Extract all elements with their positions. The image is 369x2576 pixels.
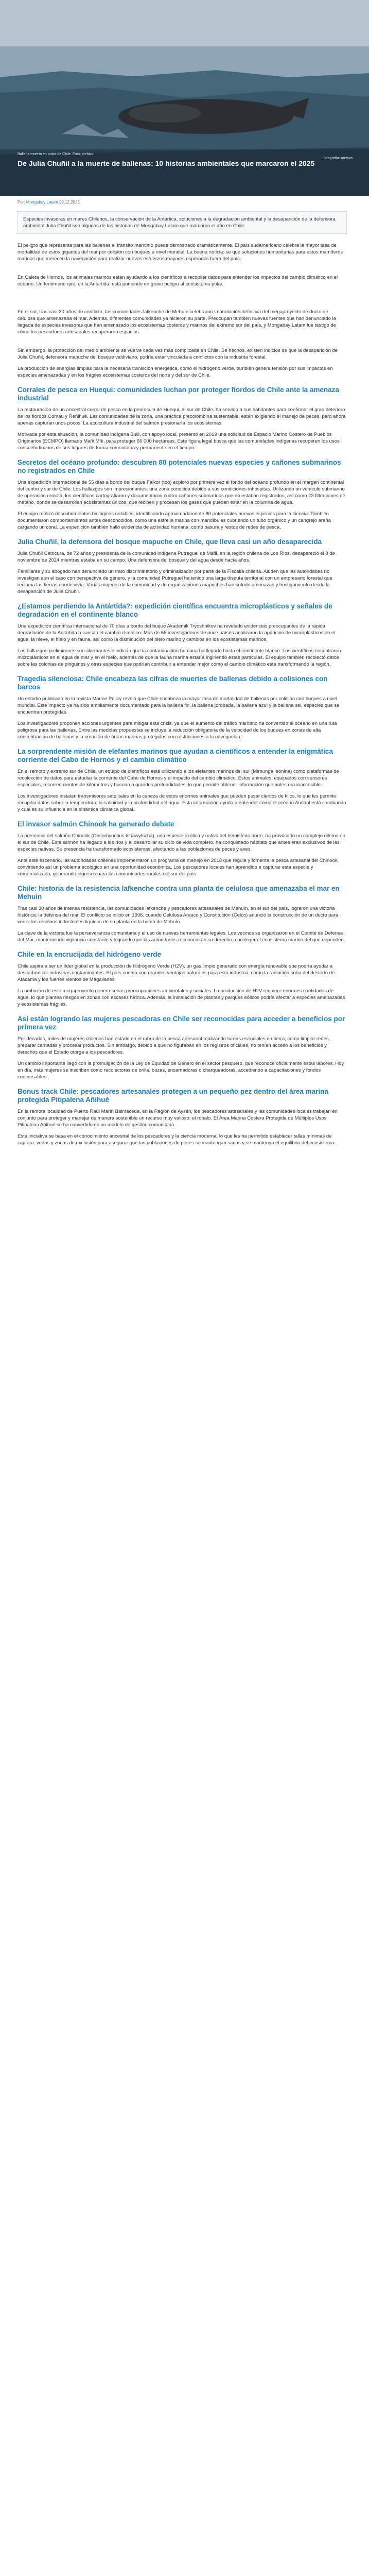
- hero-photo-credit: Fotografía: archivo: [322, 157, 353, 160]
- paragraph: Por décadas, miles de mujeres chilenas han estado en el rubro de la pesca artesanal realizando tareas esenciales en tierra, como limpiar redes, preparar carnadas y procesar productos. Sin embargo, debido a que no figuraban en los registros oficiales, no tenían acceso a los beneficios y derechos que el Estado otorga a los pescadores.: [17, 1036, 330, 1055]
- paragraph: Los investigadores proponen acciones urgentes para mitigar esta crisis, ya que el aumento del tráfico marítimo ha convertido al océano en una ruta peligrosa para las ballenas. Entre las medidas propuestas se incluye la reducción obligatoria de la velocidad de los buques en zonas de alta concentración de ballenas y la creación de áreas marinas protegidas con restricciones a la navegación.: [17, 721, 337, 740]
- section-antarctica: [17, 602, 347, 668]
- paragraph: Julia Chuñil Catricura, de 72 años y presidenta de la comunidad indígena Putreguel de Máfil, en la región chilena de Los Ríos, desapareció el 8 de noviembre de 2024 mientras estaba en su campo. Una defensora del bosque y del agua desde hacía años.: [17, 551, 335, 563]
- section-green-hydrogen: [17, 951, 347, 1008]
- author-prefix: Por:: [17, 200, 25, 205]
- section-women-fishers: [17, 1015, 347, 1080]
- article-title: De Julia Chuñil a la muerte de ballenas: 10 historias ambientales que marcaron el 2025: [17, 159, 315, 167]
- section-mehuin: [17, 885, 347, 943]
- paragraph: En la remota localidad de Puerto Raúl Marín Balmaceda, en la Región de Aysén, los pescadores artesanales y las comunidades locales trabajan en conjunto para proteger y manejar de manera sostenible un recurso muy valioso: el róbalo. El Área Marina Costera Protegida de Múltiples Usos Pitipalena Añihué se ha convertido en un modelo de gestión comunitaria.: [17, 1109, 338, 1128]
- section-heading[interactable]: ¿Estamos perdiendo la Antártida?: expedición científica encuentra microplásticos y señales de degradación en el continente blanco: [17, 602, 332, 618]
- paragraph: El peligro que representa para las ballenas el tránsito marítimo puede demostrado dramáticamente. El país sudamericano celebra la mayor tasa de mortalidad de estos gigantes del mar por colisión con buques a nivel mundial. La buena noticia: se que soluciones humanitarias para estos mamíferos marinos que merecen la navegación para realizar nuevos esfuerzos mayores esperados fuera del país.: [17, 243, 343, 262]
- section-huequi: [17, 386, 347, 451]
- paragraph: Los investigadores instalan transmisores satelitales en la cabeza de estos enormes animales que pueden pesar cientos de kilos, lo que les permite recopilar datos sobre la temperatura, la salinidad y la profundidad del agua. Esta información ayuda a entender cómo el océano Austral está cambiando y cuál es su influencia en la dinámica climática global.: [17, 793, 346, 812]
- hero-photo-caption: Ballena muerta en costa de Chile. Foto: archivo: [17, 152, 94, 156]
- paragraph: La clave de la victoria fue la perseverancia comunitaria y el uso de nuevas herramientas legales. Los vecinos se organizaron en el Comité de Defensa del Mar, manteniendo vigilancia constante y logrando que las autoridades reconocieran su derecho a proteger el ecosistema marino del que dependen.: [17, 930, 345, 943]
- paragraph: Sin embargo, la protección del medio ambiente se vuelve cada vez más complicada en Chile. Se hechos, existen indicios de que la desaparición de Julia Chuñil, defensora mapuche del bosque valdiviano, podría estar vinculada a conflictos con la industria forestal.: [17, 348, 338, 360]
- paragraph: Una expedición científica internacional de 70 días a bordo del buque Akademik Tryoshnikov ha revelado evidencias preocupantes de la rápida degradación de la Antártida a causa del cambio climático. Más de 55 investigadores de once países analizaron la aparición de microplásticos en el agua, la nieve, el hielo y en fauna, así como la disminución del hielo marino y cambios en los ecosistemas marinos.: [17, 623, 336, 642]
- section-bonus-track: [17, 1088, 347, 1146]
- paragraph: La restauración de un ancestral corral de pesca en la península de Huequi, al sur de Chile, ha servido a sus habitantes para confirmar el gran deterioro de los fiordos Comau y Reñihué. Las comunidades de la zona, una práctica precolombina sustentable, están exigiendo el manejo de peces, pero ahora apenas capturan unos pocos. La acuicultura industrial del salmón presionaría los ecosistemas.: [17, 407, 346, 426]
- section-intro: [17, 242, 347, 379]
- section-heading[interactable]: Tragedia silenciosa: Chile encabeza las cifras de muertes de ballenas debido a colisiones con barcos: [17, 675, 328, 691]
- paragraph: La presencia del salmón Chinook (Oncorhynchus tshawytscha), una especie exótica y nativa del hemisferio norte, ha provocado un complejo dilema en el sur de Chile. Este salmón ha llegado a los ríos y al desarrollar su ciclo de vida completo, ha conquistado hábitats que antes eran exclusivos de las especies nativas. Su presencia ha transformado ecosistemas, afectando a las poblaciones de peces y aves.: [17, 833, 345, 852]
- paragraph: Tras casi 30 años de intensa resistencia, las comunidades lafkenche y pescadores artesanales de Mehuín, en el sur del país, lograron una victoria histórica: la defensa del mar. El conflicto se inició en 1996, cuando Celulosa Arauco y Constitución (Celco) anunció la construcción de un ducto para verter los residuos industriales líquidos de su planta en la bahía de Mehuín.: [17, 906, 339, 925]
- paragraph: Una expedición internacional de 55 días a bordo del buque Falkor (too) exploró por primera vez el fondo del océano profundo en el margen continental del centro y sur de Chile. Los hallazgos son impresionantes: una zona conocida debido a sus condiciones inhóspitas. Utilizando un vehículo submarino de operación remota, los científicos cartografiaron y documentaron cuatro cañones submarinos que no estaban registrados, así como 23 filtraciones de metano, donde se desarrollan ecosistemas únicos, que reciben y procesan los gases que pueden estar en la columna de agua.: [17, 480, 345, 505]
- paragraph: El equipo realizó descubrimientos biológicos notables, identificando aproximadamente 80 potenciales nuevas especies para la ciencia. También documentaron comportamientos antes desconocidos, como una estrella marina con mandíbulas cubriendo un tubo orgánico y un cangrejo araña cargando un coral. La expedición también halló evidencia de actividad humana, como basura y restos de redes de pesca.: [17, 511, 331, 530]
- section-whale-collisions: [17, 675, 347, 740]
- paragraph: Los hallazgos preliminares son alarmantes e indican que la contaminación humana ha llegado hasta el continente blanco. Los científicos encontraron microplásticos en el agua de mar y en el hielo, además de que la fauna marina estaría ingiriendo estas partículas. El equipo también recolectó datos sobre las colonias de pingüinos y otras especies que podrían contribuir a entender mejor cómo el cambio climático está transformando la región.: [17, 648, 341, 667]
- paragraph: Un cambio importante llegó con la promulgación de la Ley de Equidad de Género en el sector pesquero, que reconoce oficialmente estas labores. Hoy en día, más mujeres se inscriben como recolectoras de orilla, buzas, encarnadoras o charqueadoras, accediendo a capacitaciones y fondos concursables.: [17, 1061, 344, 1080]
- section-heading[interactable]: Secretos del océano profundo: descubren 80 potenciales nuevas especies y cañones submarinos no registrados en Chile: [17, 459, 341, 474]
- section-heading[interactable]: Corrales de pesca en Huequi: comunidades luchan por proteger fiordos de Chile ante la amenaza industrial: [17, 386, 339, 402]
- section-heading[interactable]: Así están logrando las mujeres pescadoras en Chile ser reconocidas para acceder a beneficios por primera vez: [17, 1015, 345, 1031]
- paragraph: En Caleta de Hornos, los animales marinos están ayudando a los científicos a recopilar datos para entender los impactos del cambio climático en el océano. Un fenómeno que, en la Antártida, está poniendo en grave peligro al ecosistema polar.: [17, 275, 338, 287]
- publish-date: 29.12.2025: [59, 200, 80, 205]
- section-heading[interactable]: Julia Chuñil, la defensora del bosque mapuche en Chile, que lleva casi un año desaparecida: [17, 538, 322, 546]
- section-deep-ocean: [17, 459, 347, 531]
- paragraph: Esta iniciativa se basa en el conocimiento ancestral de los pescadores y la ciencia moderna, lo que les ha permitido establecer tallas mínimas de captura, vedas y zonas de exclusión para asegurar que las poblaciones de peces se mantengan sanas y se mantenga el equilibrio del ecosistema.: [17, 1133, 336, 1146]
- paragraph: En el sur, tras casi 30 años de conflicto, las comunidades lafkenche de Mehuín celebraron la anulación definitiva del megaproyecto de ducto de celulosa que amenazaba el mar. Además, diferentes comunidades ya hicieron su parte. Preocupan también nuevas fuentes que han denunciado la llegada de especies invasoras que han amenazado los ecosistemas costeros y marinos del extremo sur del país, y Mongabay Latam fue testigo de cómo los pescadores artesanales recuperaron espacios.: [17, 309, 336, 335]
- paragraph: Un estudio publicado en la revista Marine Policy reveló que Chile encabeza la mayor tasa de mortalidad de ballenas por colisión con buques a nivel mundial. Este impacto ya ha sido ampliamente documentado para la ballena fin, la ballena jorobada, la ballena azul y la ballena sei, especies que se encuentran protegidas.: [17, 696, 340, 715]
- section-chinook: [17, 820, 347, 877]
- author-link[interactable]: Mongabay Latam: [26, 200, 58, 205]
- section-heading[interactable]: El invasor salmón Chinook ha generado debate: [17, 820, 174, 828]
- section-heading[interactable]: Chile en la encrucijada del hidrógeno verde: [17, 951, 162, 958]
- section-heading[interactable]: La sorprendente misión de elefantes marinos que ayudan a científicos a entender la enigmática corriente del Cabo de Hornos y el cambio climático: [17, 748, 333, 764]
- paragraph: La producción de energías limpias para la necesaria transición energética, como el hidrógeno verde, también genera tensión por sus impactos en especies amenazadas y en los frágiles ecosistemas costeros del norte y del sur de Chile.: [17, 366, 333, 378]
- section-heading[interactable]: Bonus track Chile: pescadores artesanales protegen a un pequeño pez dentro del área marina protegida Pitipalena Añihué: [17, 1088, 328, 1104]
- paragraph: Ante este escenario, las autoridades chilenas implementaron un programa de manejo en 2018 que regula y fomenta la pesca artesanal del Chinook, convirtiendo así un problema ecológico en una oportunidad económica. Los pescadores locales han aprendido a capturar esta especie y comercializarla, generando ingresos para las comunidades rurales del sur del país.: [17, 858, 339, 877]
- hero-image: [0, 0, 369, 196]
- article-body: [17, 211, 347, 1151]
- section-heading[interactable]: Chile: historia de la resistencia lafkenche contra una planta de celulosa que amenazaba el mar en Mehuín: [17, 885, 340, 901]
- paragraph: Familiares y su abogado han denunciado un trato discriminatorio y criminalizador por parte de la Fiscalía chilena. Aluden que las autoridades no investigan aún el caso con perspectiva de género, y la comunidad Putreguel ha tenido una larga disputa territorial con un empresario forestal que reclama las tierras donde vivía. Varias mujeres de la comunidad y de organizaciones mapuches han sufrido amenazas y hostigamiento desde la desaparición de Julia Chuñil.: [17, 569, 332, 595]
- article-intro: Especies invasoras en mares Chilenos, la conservación de la Antártica, soluciones a la degradación ambiental y la desaparición de la defensora ambiental Julia Chuñil son algunas de las historias de Mongabay Latam que marcaron el año en Chile.: [17, 211, 347, 234]
- paragraph: En el remoto y extremo sur de Chile, un equipo de científicos está utilizando a los elefantes marinos del sur (Mirounga leonina) como plataformas de recolección de datos para estudiar la corriente del Cabo de Hornos y el impacto del cambio climático. Estos animales, equipados con sensores especiales, recorren cientos de kilómetros y bucean a grandes profundidades, lo que permite obtener información que antes era inaccesible.: [17, 769, 339, 788]
- paragraph: La ambición de este megaproyecto genera serias preocupaciones ambientales y sociales. La producción de H2V requiere enormes cantidades de agua, lo que plantea riesgos en zonas con escasez hídrica. Además, la instalación de plantas y parques eólicos podría afectar a especies amenazadas y ecosistemas frágiles.: [17, 988, 345, 1007]
- section-julia-chunil: [17, 538, 347, 595]
- section-elephant-seals: [17, 748, 347, 813]
- article-meta: [17, 200, 80, 205]
- paragraph: Motivada por esta situación, la comunidad indígena Buill, con apoyo local, presentó en 2019 una solicitud de Espacio Marino Costero de Pueblos Originarios (ECMPO) llamado Mañi Mñi, para proteger 66 000 hectáreas. Este figura legal busca que las comunidades indígenas recuperen los usos consuetudinarios de sus lugares de forma comunitaria y permanente en el tiempo.: [17, 432, 340, 451]
- paragraph: Chile aspira a ser un líder global en la producción de Hidrógeno Verde (H2V), un gas limpio generado con energía renovable que podría ayudar a descarbonizar industrias contaminantes. El país cuenta con grandes ventajas naturales para esta industria, como la radiación solar del desierto de Atacama y los fuertes vientos de Magallanes.: [17, 963, 335, 982]
